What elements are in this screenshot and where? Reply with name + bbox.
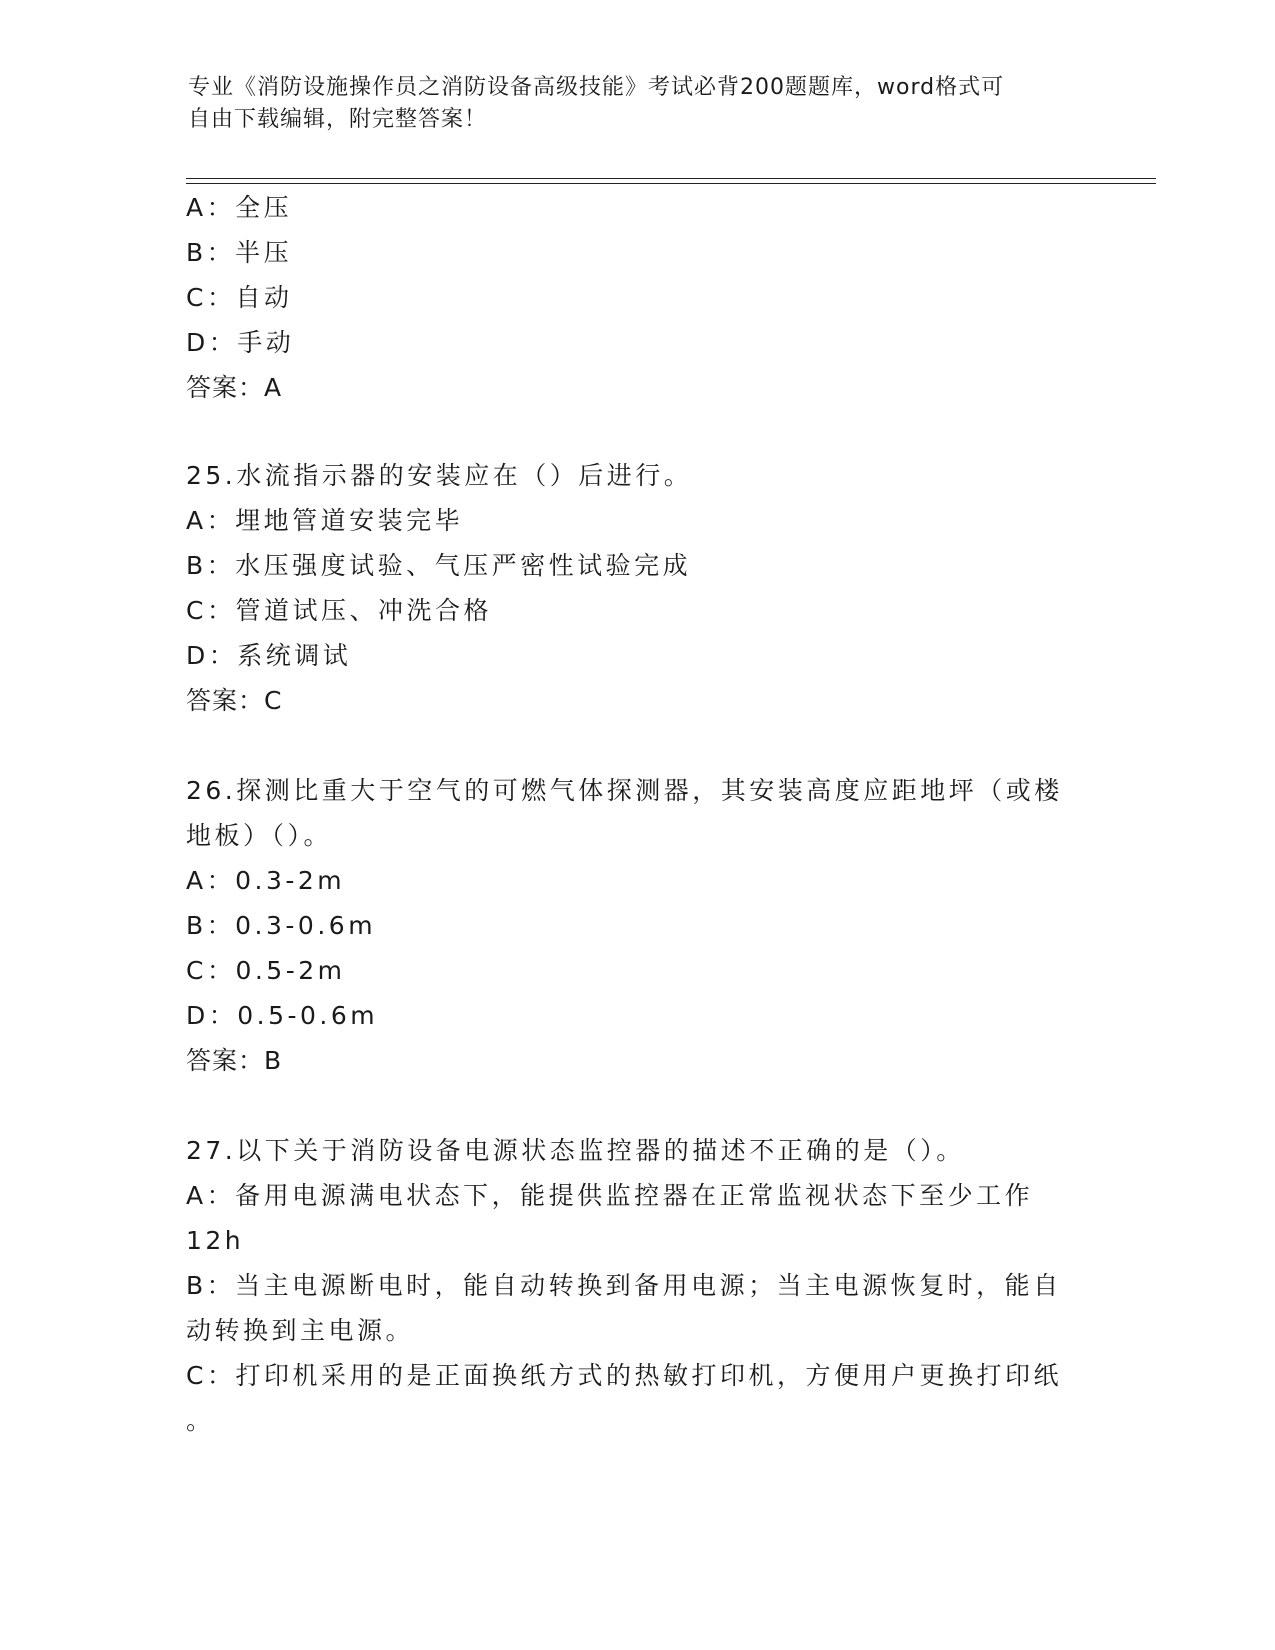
q24-option-a: A：全压: [186, 193, 293, 222]
q27-option-c-line-2: 。: [186, 1406, 215, 1435]
q24-answer: 答案：A: [186, 373, 283, 402]
header-divider-top: [186, 178, 1156, 179]
q26-question-line-1: 26.探测比重大于空气的可燃气体探测器，其安装高度应距地坪（或楼: [186, 776, 1063, 805]
q25-question: 25.水流指示器的安装应在（）后进行。: [186, 461, 693, 490]
document-header: [188, 72, 1088, 136]
q25-answer: 答案：C: [186, 686, 283, 715]
header-title-line-2: 自由下载编辑，附完整答案！: [188, 107, 488, 132]
q27-option-a-line-1: A：备用电源满电状态下，能提供监控器在正常监视状态下至少工作: [186, 1181, 1034, 1210]
q27-option-c-line-1: C：打印机采用的是正面换纸方式的热敏打印机，方便用户更换打印纸: [186, 1361, 1062, 1390]
q27-question: 27.以下关于消防设备电源状态监控器的描述不正确的是（）。: [186, 1136, 965, 1165]
q26-option-a: A：0.3-2m: [186, 866, 346, 895]
header-title-line-1: 专业《消防设施操作员之消防设备高级技能》考试必背200题题库，word格式可: [188, 75, 1005, 100]
q25-option-c: C：管道试压、冲洗合格: [186, 596, 492, 625]
q26-option-b: B：0.3-0.6m: [186, 911, 377, 940]
q24-option-b: B：半压: [186, 238, 293, 267]
q26-option-c: C：0.5-2m: [186, 956, 346, 985]
q25-option-b: B：水压强度试验、气压严密性试验完成: [186, 551, 692, 580]
q24-option-d: D：手动: [186, 328, 295, 357]
q27-option-a-line-2: 12h: [186, 1226, 245, 1255]
q26-question-line-2: 地板）（）。: [186, 821, 333, 850]
q27-option-b-line-1: B：当主电源断电时，能自动转换到备用电源；当主电源恢复时，能自: [186, 1271, 1062, 1300]
q26-answer: 答案：B: [186, 1046, 283, 1075]
header-divider-bottom: [186, 183, 1156, 184]
q24-option-c: C：自动: [186, 283, 293, 312]
q25-option-a: A：埋地管道安装完毕: [186, 506, 464, 535]
q27-option-b-line-2: 动转换到主电源。: [186, 1316, 415, 1345]
q25-option-d: D：系统调试: [186, 641, 352, 670]
q26-option-d: D：0.5-0.6m: [186, 1001, 379, 1030]
